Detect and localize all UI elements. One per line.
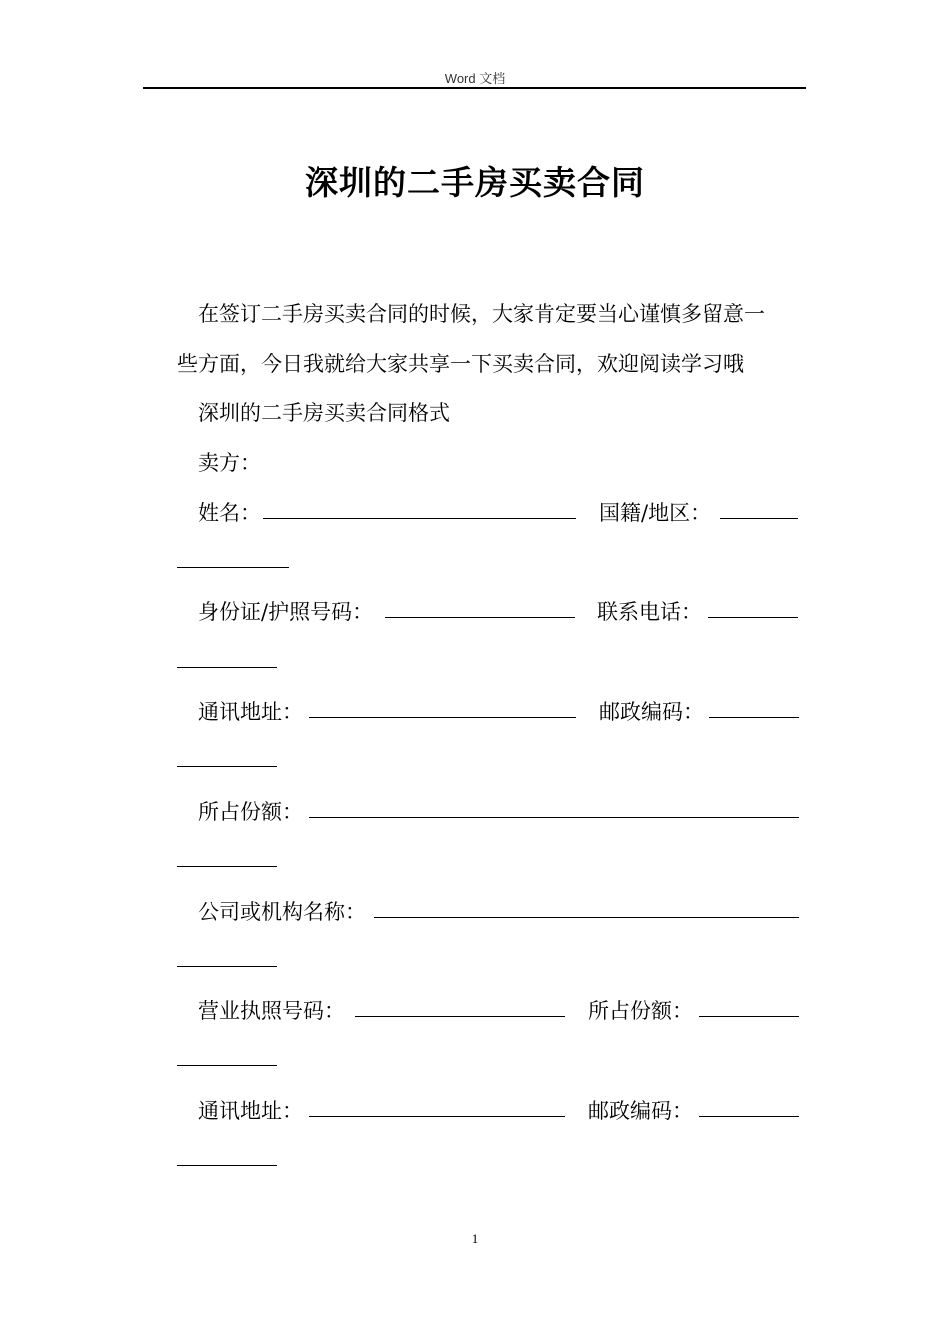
share-blank-1-continued[interactable] — [177, 866, 277, 867]
company-blank-continued[interactable] — [177, 966, 277, 967]
seller-label: 卖方： — [198, 451, 261, 475]
document-title: 深圳的二手房买卖合同 — [305, 163, 645, 202]
phone-blank[interactable] — [708, 617, 798, 618]
name-label: 姓名： — [198, 501, 261, 525]
id-passport-label: 身份证/护照号码： — [198, 600, 374, 624]
address-blank-1[interactable] — [309, 717, 576, 718]
company-blank[interactable] — [374, 917, 799, 918]
page-header: Word 文档 — [444, 71, 506, 86]
page-number: 1 — [471, 1231, 479, 1246]
license-label: 营业执照号码： — [198, 999, 345, 1023]
intro-line-2: 些方面，今日我就给大家共享一下买卖合同，欢迎阅读学习哦 — [177, 352, 744, 376]
address-label-2: 通讯地址： — [198, 1099, 303, 1123]
postcode-blank-1[interactable] — [709, 717, 799, 718]
share-label-1: 所占份额： — [198, 800, 303, 824]
postcode-label-2: 邮政编码： — [588, 1099, 693, 1123]
share-label-2: 所占份额： — [588, 999, 693, 1023]
postcode-blank-2-continued[interactable] — [177, 1165, 277, 1166]
format-heading: 深圳的二手房买卖合同格式 — [198, 401, 450, 425]
nationality-blank-continued[interactable] — [177, 567, 289, 568]
address-label-1: 通讯地址： — [198, 700, 303, 724]
id-passport-blank[interactable] — [385, 617, 575, 618]
nationality-blank[interactable] — [720, 518, 798, 519]
postcode-label-1: 邮政编码： — [599, 700, 704, 724]
license-blank[interactable] — [355, 1016, 565, 1017]
postcode-blank-1-continued[interactable] — [177, 766, 277, 767]
nationality-label: 国籍/地区： — [599, 501, 712, 525]
header-rule — [143, 87, 806, 89]
name-blank[interactable] — [263, 518, 576, 519]
share-blank-2-continued[interactable] — [177, 1065, 277, 1066]
intro-line-1: 在签订二手房买卖合同的时候，大家肯定要当心谨慎多留意一 — [198, 302, 765, 326]
phone-blank-continued[interactable] — [177, 667, 277, 668]
share-blank-1[interactable] — [309, 817, 799, 818]
phone-label: 联系电话： — [597, 600, 702, 624]
address-blank-2[interactable] — [309, 1116, 565, 1117]
postcode-blank-2[interactable] — [699, 1116, 799, 1117]
company-label: 公司或机构名称： — [198, 900, 366, 924]
share-blank-2[interactable] — [699, 1016, 799, 1017]
